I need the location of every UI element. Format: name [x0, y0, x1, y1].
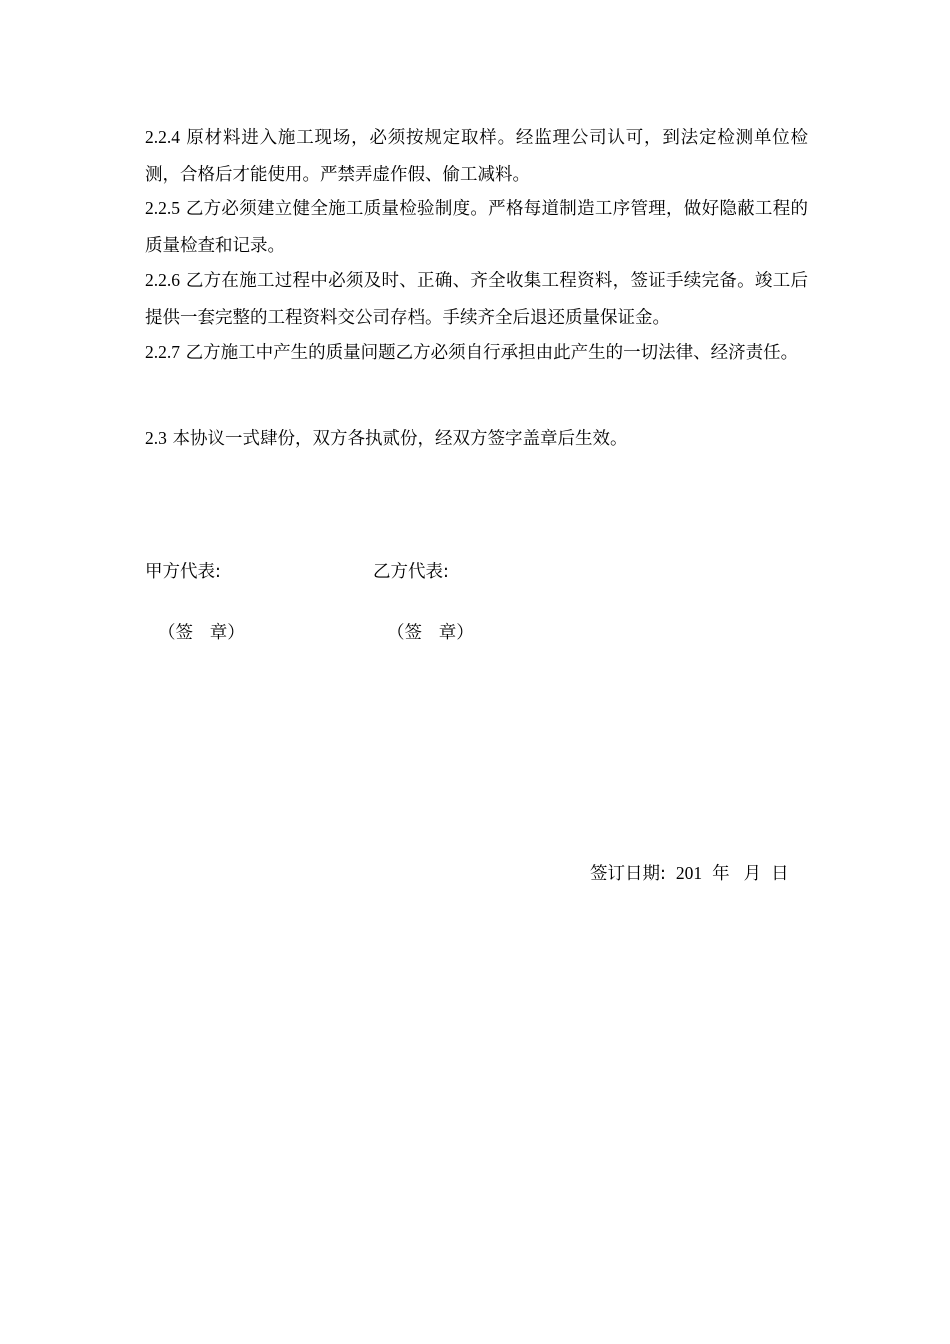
signing-date — [590, 861, 789, 886]
signing-date-year: 201 — [675, 863, 703, 883]
party-b-label: 乙方代表: — [373, 562, 449, 582]
clause-number: 2.2.4 — [145, 127, 180, 147]
clause-2-2-6 — [145, 262, 808, 336]
party-b-seal: （签 章） — [387, 623, 474, 643]
agreement-clause — [145, 426, 627, 451]
clause-2-2-4 — [145, 119, 808, 193]
clause-text: 乙方必须建立健全施工质量检验制度。严格每道制造工序管理，做好隐蔽工程的质量检查和记录。 — [145, 199, 808, 256]
clause-number: 2.2.7 — [145, 342, 180, 362]
clause-text: 本协议一式肆份，双方各执贰份，经双方签字盖章后生效。 — [172, 429, 628, 449]
signing-date-label: 签订日期: — [590, 864, 666, 884]
clause-2-2-7 — [145, 334, 808, 372]
party-a-label: 甲方代表: — [145, 562, 221, 582]
signing-date-day-char: 日 — [771, 864, 789, 884]
clause-number: 2.2.5 — [145, 198, 180, 218]
party-a-seal: （签 章） — [158, 623, 245, 643]
clause-number: 2.3 — [145, 428, 167, 448]
signing-date-year-char: 年 — [712, 864, 730, 884]
clause-text: 乙方施工中产生的质量问题乙方必须自行承担由此产生的一切法律、经济责任。 — [185, 343, 799, 363]
signing-date-month-char: 月 — [743, 864, 762, 884]
clause-text: 乙方在施工过程中必须及时、正确、齐全收集工程资料，签证手续完备。竣工后提供一套完整的工程资料交公司存档。手续齐全后退还质量保证金。 — [145, 271, 808, 328]
clause-number: 2.2.6 — [145, 270, 180, 290]
clause-2-2-5 — [145, 190, 808, 264]
clause-text: 原材料进入施工现场，必须按规定取样。经监理公司认可，到法定检测单位检测，合格后才能使用。严禁弄虚作假、偷工减料。 — [145, 128, 808, 185]
